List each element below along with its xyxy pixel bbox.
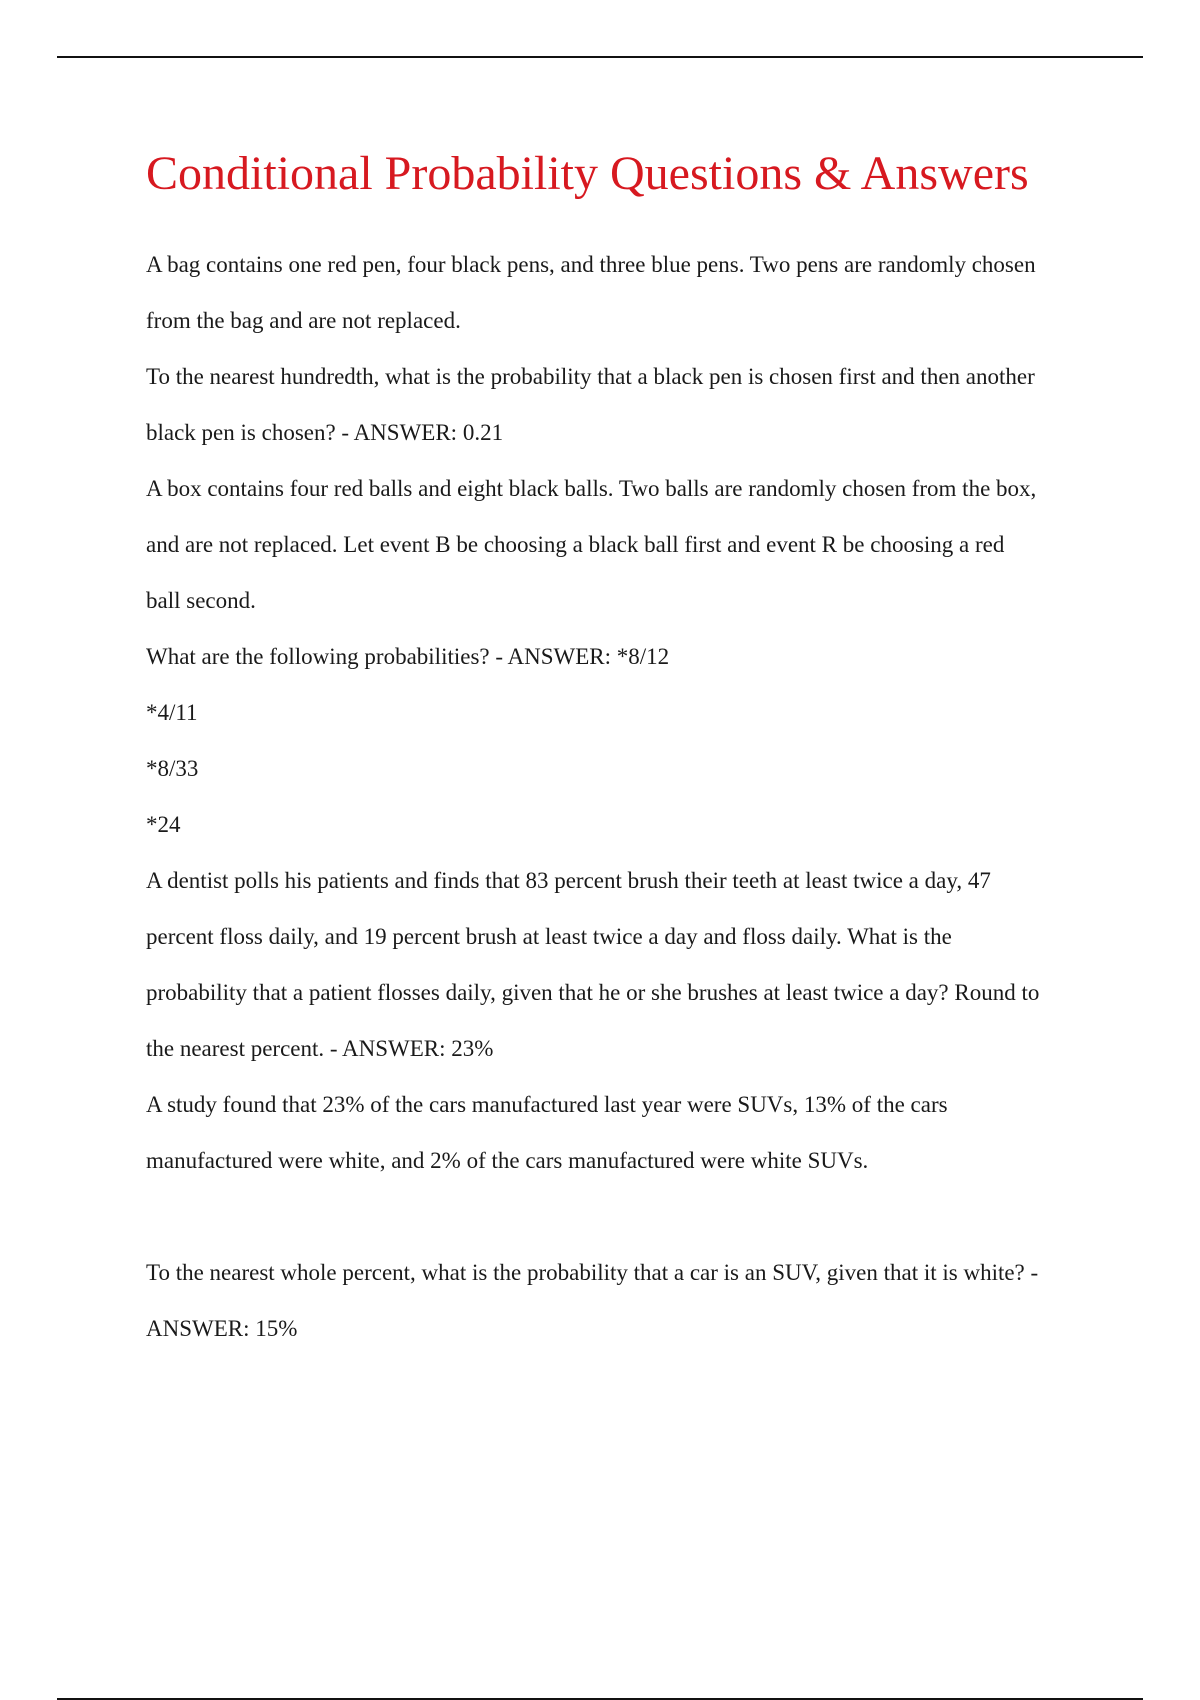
text-line: black pen is chosen? - ANSWER: 0.21 [146,420,504,445]
document-body [146,237,1091,1357]
text-line: and are not replaced. Let event B be choosing a black ball first and event R be choosing a red [146,532,1005,557]
text-line: To the nearest hundredth, what is the probability that a black pen is chosen first and then another [146,364,1035,389]
text-line: ANSWER: 15% [146,1316,298,1341]
document-page [146,140,1091,1357]
text-line: A bag contains one red pen, four black pens, and three blue pens. Two pens are randomly chosen [146,252,1036,277]
text-line: A study found that 23% of the cars manufactured last year were SUVs, 13% of the cars [146,1092,948,1117]
text-line: ball second. [146,588,256,613]
document-title: Conditional Probability Questions & Answers [146,147,1029,200]
text-line: percent floss daily, and 19 percent brush at least twice a day and floss daily. What is the [146,924,952,949]
text-line: the nearest percent. - ANSWER: 23% [146,1036,494,1061]
text-line: *8/33 [146,756,199,781]
text-line: manufactured were white, and 2% of the cars manufactured were white SUVs. [146,1148,869,1173]
blank-line [146,1189,1091,1245]
text-line: *4/11 [146,700,198,725]
text-line: To the nearest whole percent, what is the probability that a car is an SUV, given that it is white? - [146,1260,1039,1285]
text-line: probability that a patient flosses daily, given that he or she brushes at least twice a day? Round to [146,980,1040,1005]
text-line: A box contains four red balls and eight black balls. Two balls are randomly chosen from the box, [146,476,1037,501]
top-rule [57,56,1143,58]
text-line: A dentist polls his patients and finds that 83 percent brush their teeth at least twice a day, 47 [146,868,991,893]
text-line: from the bag and are not replaced. [146,308,461,333]
text-line: *24 [146,812,181,837]
text-line: What are the following probabilities? - ANSWER: *8/12 [146,644,670,669]
